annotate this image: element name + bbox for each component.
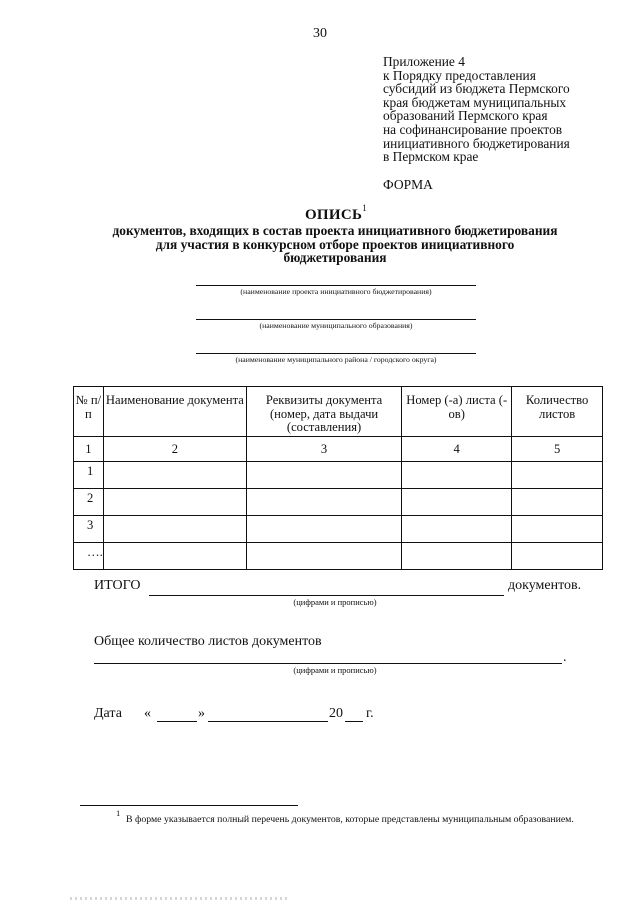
day-line[interactable] (157, 721, 197, 722)
title-footnote-mark: 1 (362, 203, 368, 213)
sheets-end: . (563, 650, 567, 665)
column-number: 4 (402, 437, 512, 462)
column-number: 2 (103, 437, 246, 462)
sheets-line[interactable] (94, 663, 562, 664)
row-number: 3 (74, 516, 104, 543)
footnote-text: В форме указывается полный перечень документов, которые представлены муниципальным образованием. (126, 814, 574, 825)
table-cell[interactable] (402, 543, 512, 570)
table-cell[interactable] (247, 516, 402, 543)
documents-word: документов. (508, 578, 582, 593)
table-row (74, 489, 603, 516)
scan-artifact (70, 897, 290, 900)
appendix-block (383, 55, 623, 164)
page-number: 30 (313, 26, 327, 41)
year-line[interactable] (345, 721, 363, 722)
appendix-line: в Пермском крае (383, 149, 479, 165)
table-cell[interactable] (103, 516, 246, 543)
table-cell[interactable] (402, 462, 512, 489)
header-cell: № п/п (74, 387, 104, 437)
itogo-caption: (цифрами и прописью) (293, 597, 377, 607)
table-row (74, 462, 603, 489)
document-subtitle (70, 224, 600, 265)
footnote-separator (80, 805, 298, 806)
itogo-line[interactable] (149, 595, 504, 596)
date-label: Дата (94, 706, 122, 721)
municipality-caption: (наименование муниципального образования) (259, 321, 413, 330)
table-cell[interactable] (103, 462, 246, 489)
table-row (74, 516, 603, 543)
sheets-caption: (цифрами и прописью) (293, 665, 377, 675)
municipality-line[interactable] (196, 319, 476, 320)
title-text: ОПИСЬ (304, 207, 363, 223)
month-line[interactable] (208, 721, 328, 722)
documents-table (73, 386, 603, 570)
table-cell[interactable] (247, 462, 402, 489)
subtitle-line: для участия в конкурсном отборе проектов инициативного (155, 236, 515, 252)
document-title (0, 205, 640, 224)
project-name-caption: (наименование проекта инициативного бюджетирования) (240, 287, 432, 296)
row-number: 2 (74, 489, 104, 516)
header-cell: Реквизиты документа (номер, дата выдачи (составления) (247, 387, 402, 437)
close-quote: » (198, 706, 205, 721)
table-header-row (74, 387, 603, 437)
open-quote: « (144, 706, 151, 721)
table-cell[interactable] (247, 489, 402, 516)
appendix-line: на софинансирование проектов (383, 121, 563, 137)
row-number: …. (74, 543, 104, 570)
table-cell[interactable] (103, 543, 246, 570)
table-cell[interactable] (512, 489, 603, 516)
form-label: ФОРМА (383, 177, 433, 192)
column-number-row (74, 437, 603, 462)
district-caption: (наименование муниципального района / городского округа) (235, 355, 437, 364)
table-cell[interactable] (512, 516, 603, 543)
year-prefix: 20 (329, 706, 343, 721)
subtitle-line: бюджетирования (283, 250, 387, 265)
table-cell[interactable] (402, 489, 512, 516)
district-line[interactable] (196, 353, 476, 354)
sheets-label: Общее количество листов документов (94, 634, 322, 649)
table-cell[interactable] (247, 543, 402, 570)
appendix-line: инициативного бюджетирования (383, 135, 570, 151)
itogo-label: ИТОГО (94, 578, 141, 593)
header-cell: Номер (-а) листа (-ов) (402, 387, 512, 437)
table-row (74, 543, 603, 570)
appendix-line: к Порядку предоставления (383, 67, 536, 83)
table-cell[interactable] (512, 543, 603, 570)
appendix-line: субсидий из бюджета Пермского (383, 81, 570, 97)
table-cell[interactable] (103, 489, 246, 516)
column-number: 3 (247, 437, 402, 462)
row-number: 1 (74, 462, 104, 489)
table-cell[interactable] (512, 462, 603, 489)
footnote-mark: 1 (116, 808, 121, 818)
column-number: 5 (512, 437, 603, 462)
appendix-line: образований Пермского края (383, 108, 548, 124)
project-name-line[interactable] (196, 285, 476, 286)
column-number: 1 (74, 437, 104, 462)
subtitle-line: документов, входящих в состав проекта инициативного бюджетирования (112, 223, 558, 238)
year-suffix: г. (366, 706, 374, 721)
appendix-line: Приложение 4 (383, 54, 465, 69)
header-cell: Количество листов (512, 387, 603, 437)
appendix-line: края бюджетам муниципальных (383, 94, 567, 110)
table-cell[interactable] (402, 516, 512, 543)
header-cell: Наименование документа (103, 387, 246, 437)
